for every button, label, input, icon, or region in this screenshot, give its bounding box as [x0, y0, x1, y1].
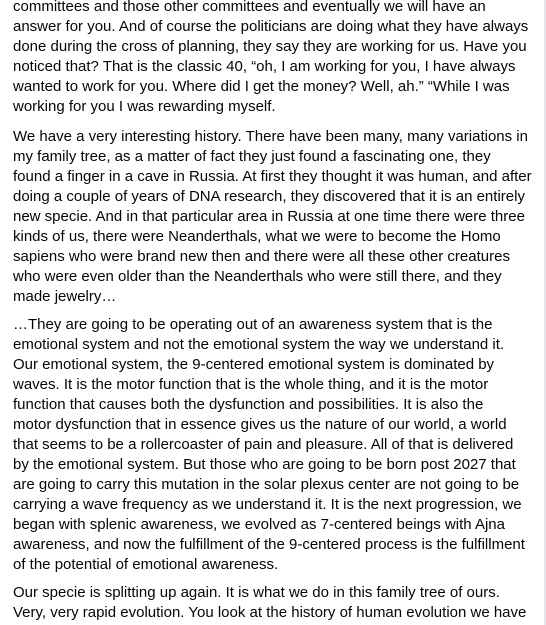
paragraph-2: [13, 127, 537, 307]
text-line: who were even older than the Neanderthals who were still there, and they: [13, 268, 502, 285]
text-line: found a finger in a cave in Russia. At first they thought it was human, and after: [13, 168, 532, 185]
paragraph-4: [13, 583, 537, 623]
text-line: motor dysfunction that in essence gives us the nature of our world, a world: [13, 416, 507, 433]
text-line: my family tree, as a matter of fact they just found a fascinating one, they: [13, 148, 491, 165]
text-line: Our specie is splitting up again. It is what we do in this family tree of ours.: [13, 584, 500, 601]
text-line: Our emotional system, the 9-centered emotional system is dominated by: [13, 356, 495, 373]
text-line: doing a couple of years of DNA research, they discovered that it is an entirely: [13, 188, 525, 205]
text-line: awareness, and now the fulfillment of the 9-centered process is the fulfillment: [13, 536, 525, 553]
text-line: function that causes both the dysfunction and possibilities. It is also the: [13, 396, 484, 413]
text-line: emotional system and not the emotional system the way we understand it.: [13, 336, 505, 353]
text-line: waves. It is the motor function that is the whole thing, and it is the motor: [13, 376, 489, 393]
text-line: wanted to work for you. Where did I get the money? Well, ah.” “While I was: [13, 78, 510, 95]
text-line: new specie. And in that particular area in Russia at one time there were three: [13, 208, 525, 225]
text-line: kinds of us, there were Neanderthals, what we were to become the Homo: [13, 228, 501, 245]
text-line: …They are going to be operating out of an awareness system that is the: [13, 316, 493, 333]
text-line: noticed that? That is the classic 40, “oh, I am working for you, I have always: [13, 58, 516, 75]
text-line: done during the cross of planning, they say they are working for us. Have you: [13, 38, 527, 55]
text-line: began with splenic awareness, we evolved as 7-centered beings with Ajna: [13, 516, 505, 533]
text-line: of the potential of emotional awareness.: [13, 556, 279, 573]
text-line: that seems to be a rollercoaster of pain and pleasure. All of that is delivered: [13, 436, 514, 453]
text-line: working for you I was rewarding myself.: [13, 98, 276, 115]
text-line: sapiens who were brand new then and there were all these other creatures: [13, 248, 510, 265]
text-line: We have a very interesting history. There have been many, many variations in: [13, 128, 528, 145]
text-line: made jewelry…: [13, 288, 117, 305]
text-line: committees and those other committees and eventually we will have an: [13, 0, 486, 15]
text-line: Very, very rapid evolution. You look at the history of human evolution we have: [13, 604, 527, 621]
text-line: are going to carry this mutation in the solar plexus center are not going to be: [13, 476, 520, 493]
text-line: answer for you. And of course the politicians are doing what they have always: [13, 18, 529, 35]
paragraph-3: [13, 315, 537, 575]
text-line: by the emotional system. But those who are going to be born post 2027 that: [13, 456, 516, 473]
text-line: carrying a wave frequency as we understand it. It is the next progression, we: [13, 496, 522, 513]
paragraph-1: [13, 0, 537, 117]
